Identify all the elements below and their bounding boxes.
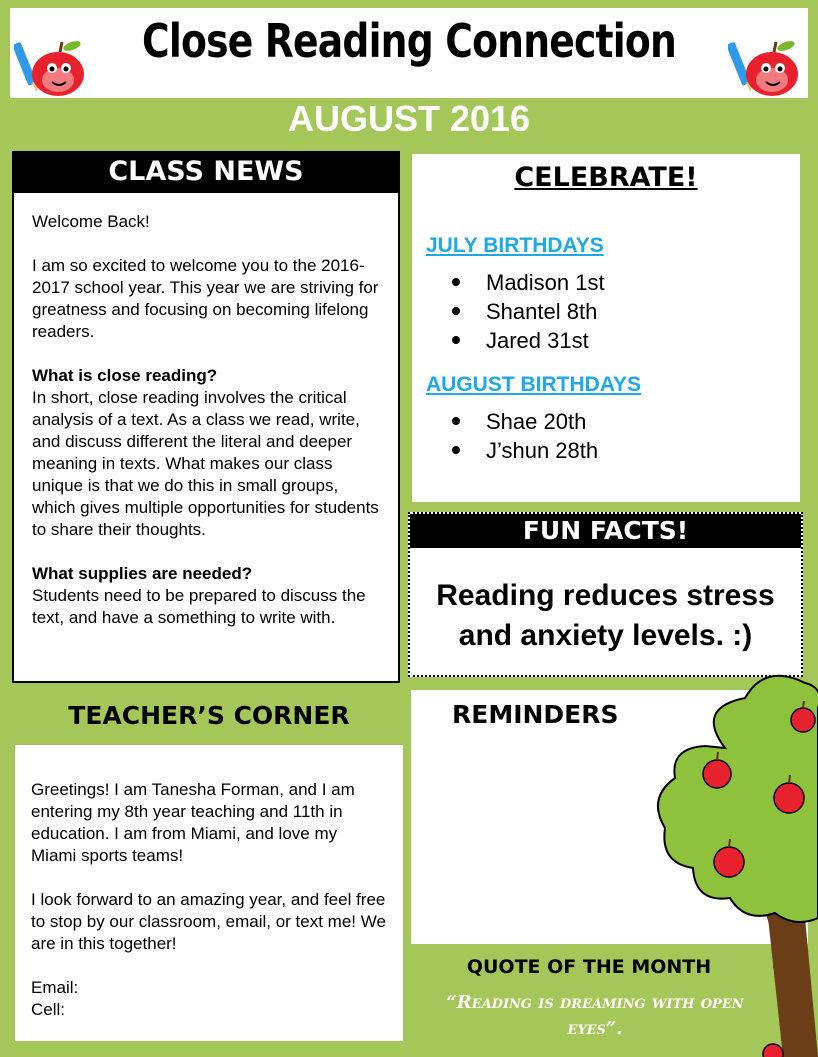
supplies-answer: Students need to be prepared to discuss the text, and have a something to write with. (32, 586, 366, 627)
celebrate-panel (409, 151, 803, 505)
list-item: Madison 1st (452, 268, 786, 297)
intro-paragraph: I am so excited to welcome you to the 2016-2017 school year. This year we are striving for greatness and focusing on becoming lifelong readers. (32, 256, 379, 341)
close-reading-section (32, 365, 380, 541)
teachers-corner-heading: TEACHER’S CORNER (12, 696, 406, 736)
newsletter-title: Close Reading Connection (142, 14, 676, 68)
cell-label: Cell: (31, 1000, 66, 1019)
supplies-question: What supplies are needed? (32, 564, 253, 583)
close-reading-question: What is close reading? (32, 366, 218, 385)
class-news-body (12, 193, 400, 683)
july-birthdays-list (426, 268, 786, 355)
quote-heading: QUOTE OF THE MONTH (466, 956, 712, 978)
fun-facts-heading: FUN FACTS! (410, 514, 801, 548)
list-item: J’shun 28th (452, 436, 786, 465)
list-item: Shantel 8th (452, 297, 786, 326)
fun-facts-panel (408, 512, 803, 677)
teachers-corner-body (12, 742, 406, 1044)
celebrate-heading: CELEBRATE! (514, 162, 698, 193)
august-birthdays-heading: AUGUST BIRTHDAYS (426, 373, 642, 396)
teacher-invite: I look forward to an amazing year, and feel free to stop by our classroom, email, or text me! We are in this together! (31, 890, 386, 953)
issue-month: AUGUST 2016 (287, 98, 531, 139)
close-reading-answer: In short, close reading involves the critical analysis of a text. As a class we read, write, and discuss different the literal and deeper meaning in texts. What makes our class unique is that we do this in small groups, which gives multiple opportunities for students to share their thoughts. (32, 388, 379, 539)
supplies-section (32, 563, 380, 629)
july-birthdays-heading: JULY BIRTHDAYS (426, 234, 604, 257)
fun-fact-text: Reading reduces stress and anxiety levels. :) (436, 579, 775, 652)
reminders-heading: REMINDERS (452, 700, 619, 729)
list-item: Shae 20th (452, 407, 786, 436)
email-label: Email: (31, 978, 79, 997)
august-birthdays-list (426, 407, 786, 465)
class-news-heading: CLASS NEWS (12, 151, 400, 193)
welcome-text: Welcome Back! (32, 212, 150, 231)
list-item: Jared 31st (452, 326, 786, 355)
teacher-intro: Greetings! I am Tanesha Forman, and I am entering my 8th year teaching and 11th in education. I am from Miami, and love my Miami sports teams! (31, 780, 355, 865)
quote-text: “Reading is dreaming with open eyes”. (446, 992, 744, 1039)
